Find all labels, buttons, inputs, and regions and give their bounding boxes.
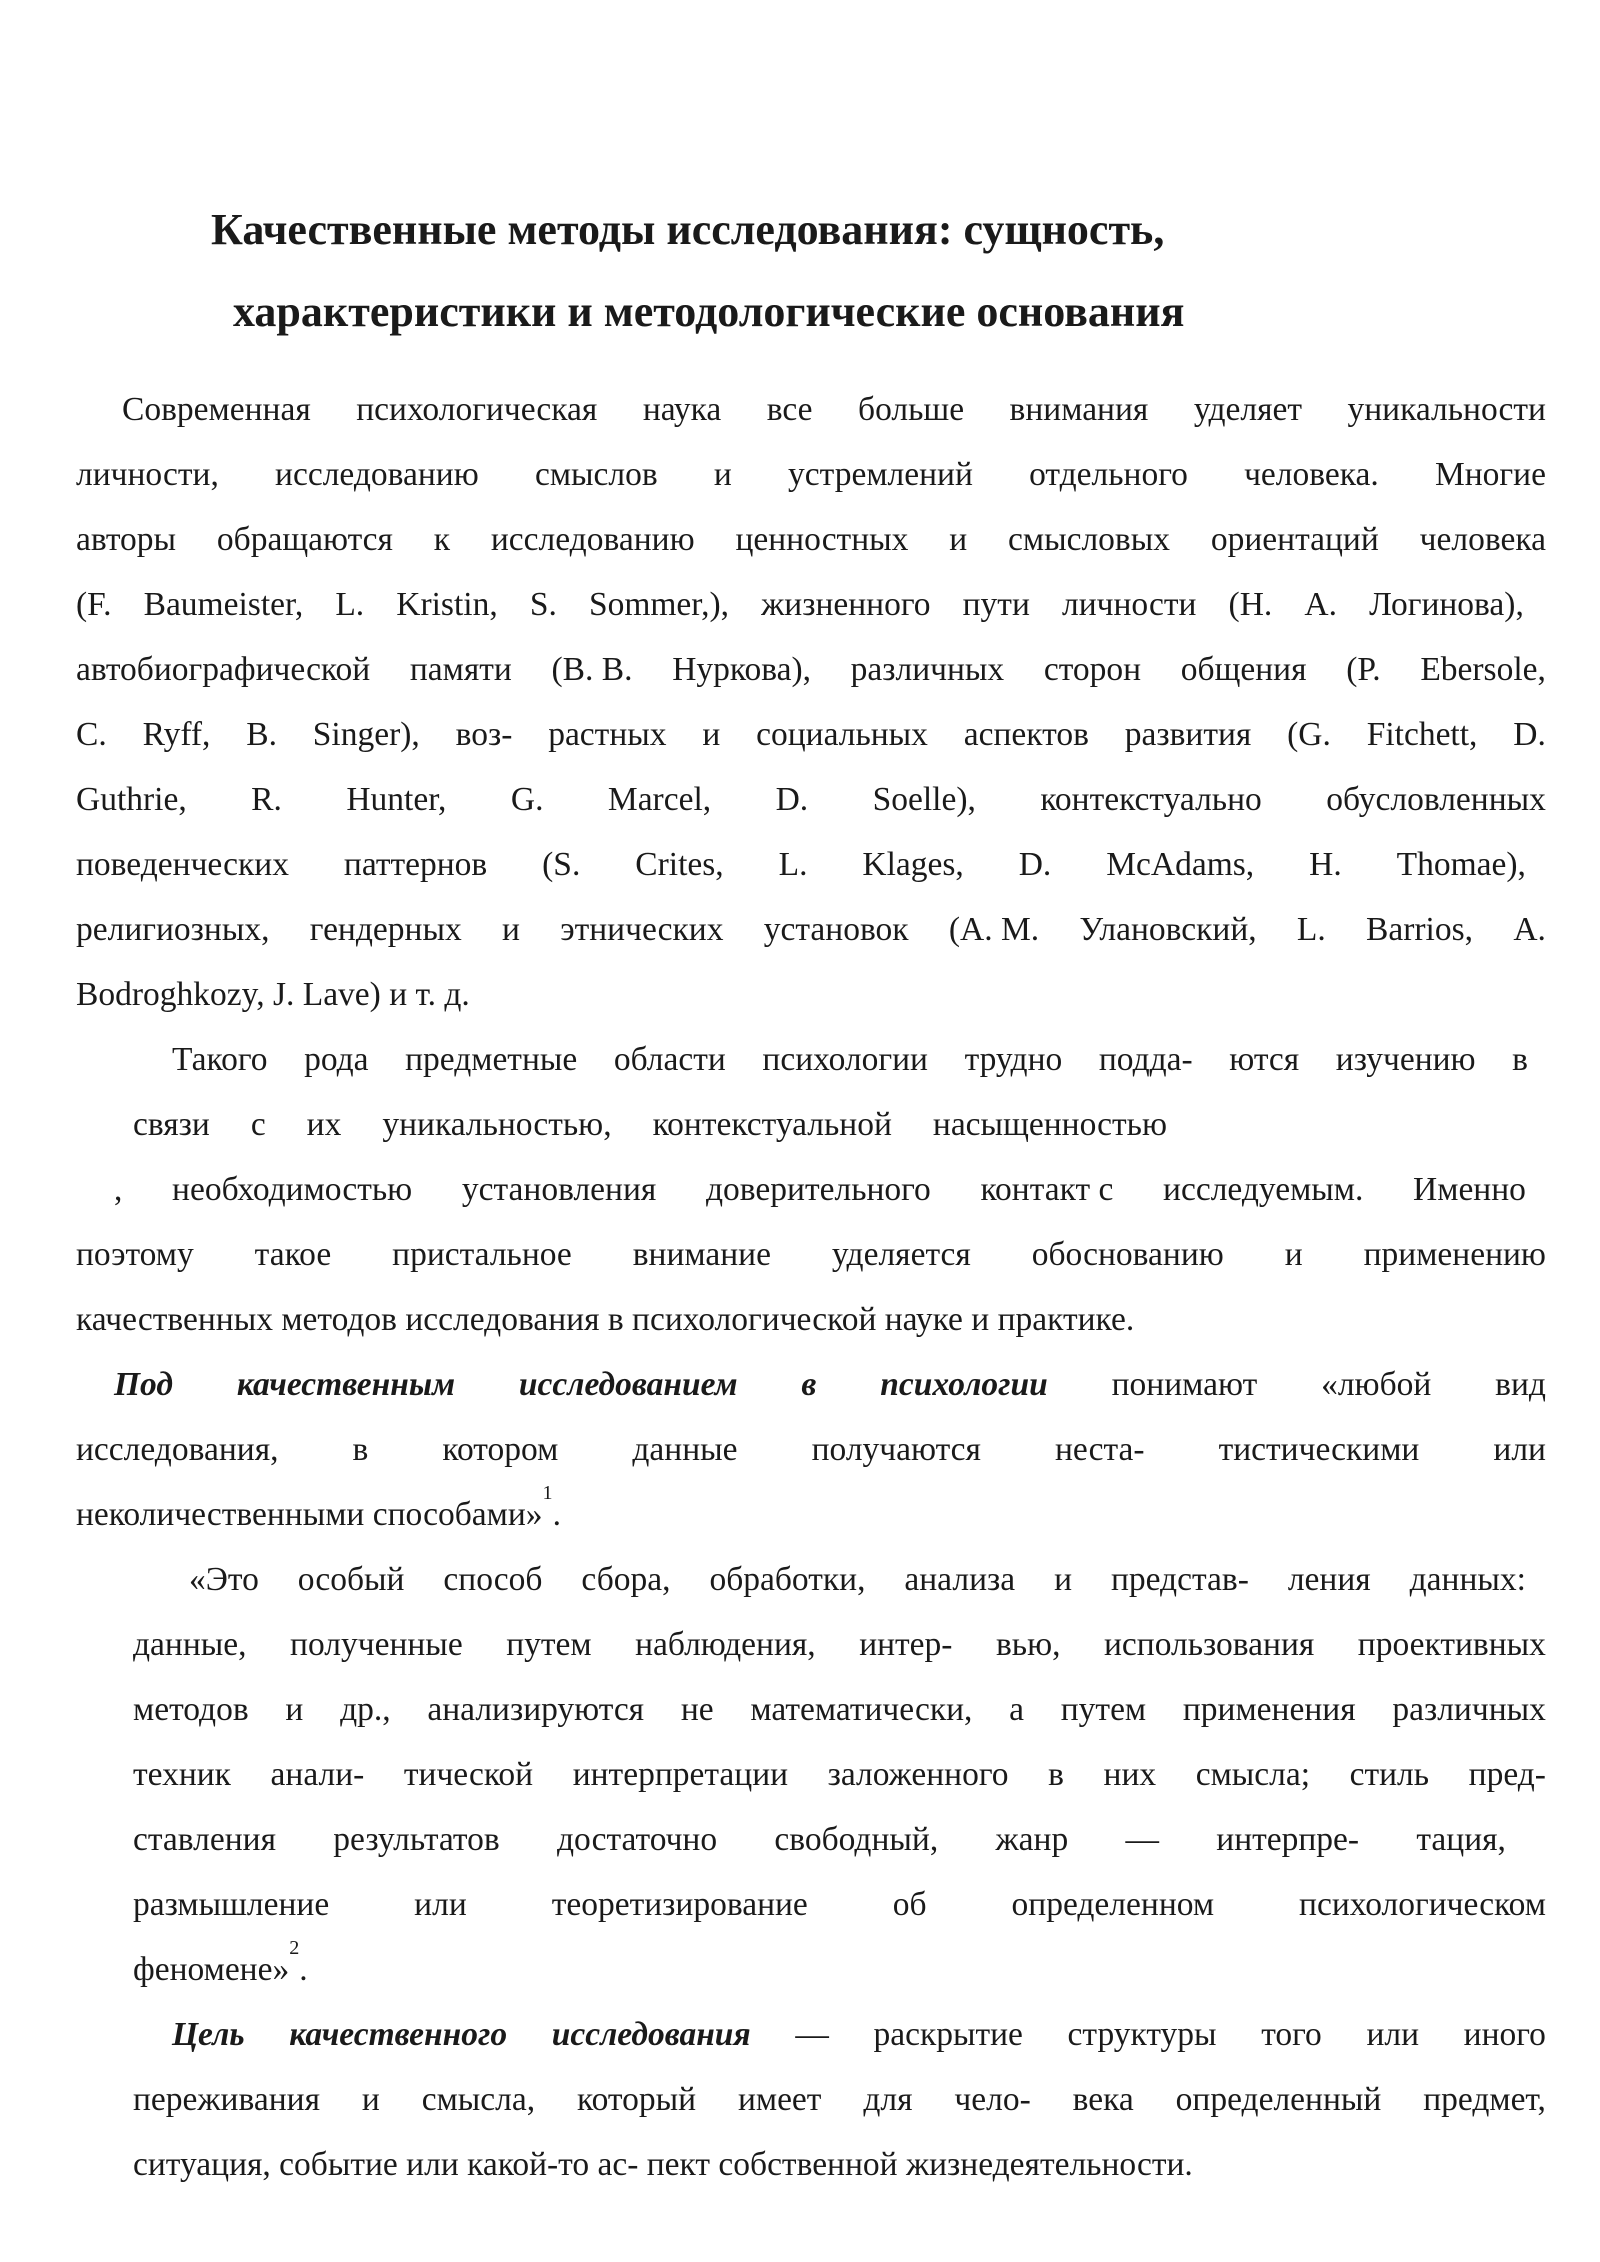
word: Singer),	[312, 716, 420, 753]
word: (S.	[542, 846, 581, 883]
document-title-line-1: Качественные методы исследования: сущность,	[211, 205, 1165, 254]
word: этнических	[560, 911, 724, 948]
word: Thomae),	[1396, 846, 1526, 883]
word: —	[1125, 1821, 1159, 1858]
word: личности,	[76, 456, 219, 493]
word: феномене»	[133, 1951, 290, 1988]
word: свободный,	[774, 1821, 939, 1858]
emphasis-word: психологии	[880, 1366, 1048, 1403]
word: с	[250, 1106, 266, 1143]
word: Ryff,	[142, 716, 211, 753]
word: получаются	[811, 1431, 981, 1468]
word: контакт с	[980, 1171, 1114, 1208]
word: анали-	[270, 1756, 365, 1793]
word: D.	[1513, 716, 1546, 753]
word: тической	[403, 1756, 534, 1793]
word: неколичественными способами»	[76, 1496, 543, 1533]
word: вью,	[995, 1626, 1061, 1663]
word: Klages,	[862, 846, 964, 883]
word: и	[502, 911, 520, 948]
word: Soelle),	[872, 781, 976, 818]
word: установления	[461, 1171, 657, 1208]
word: структуры	[1067, 2016, 1217, 2053]
word: ления	[1287, 1561, 1371, 1598]
word: Crites,	[635, 846, 724, 883]
word: отдельного	[1029, 456, 1188, 493]
text-line	[76, 1233, 1546, 1277]
word: интер-	[859, 1626, 953, 1663]
word: применению	[1363, 1236, 1546, 1273]
word: развития	[1124, 716, 1252, 753]
word: аспектов	[963, 716, 1089, 753]
word: обоснованию	[1031, 1236, 1224, 1273]
word: связи	[133, 1106, 210, 1143]
word: Улановский,	[1079, 911, 1257, 948]
word: автобиографической	[76, 651, 371, 688]
word: все	[766, 391, 813, 428]
word: их	[306, 1106, 342, 1143]
word: способ	[443, 1561, 543, 1598]
word: области	[613, 1041, 726, 1078]
word: смысла;	[1195, 1756, 1311, 1793]
text-line	[114, 1168, 1526, 1212]
word: интерпре-	[1216, 1821, 1360, 1858]
word: такое	[254, 1236, 332, 1273]
text-line	[76, 518, 1546, 562]
word: гендерных	[309, 911, 462, 948]
word: (F.	[76, 586, 112, 623]
word: для	[863, 2081, 913, 2118]
word: памяти	[409, 651, 512, 688]
word: уделяет	[1193, 391, 1303, 428]
word: различных	[850, 651, 1005, 688]
text-line	[133, 1103, 1167, 1147]
text-line	[76, 583, 1524, 627]
word: или	[1366, 2016, 1420, 2053]
word: G.	[510, 781, 544, 818]
text-line	[76, 973, 1546, 1017]
word: исследования,	[76, 1431, 279, 1468]
emphasis-word: в	[801, 1366, 817, 1403]
word: интерпретации	[572, 1756, 789, 1793]
word: наблюдения,	[635, 1626, 816, 1663]
word: Многие	[1434, 456, 1546, 493]
word: того	[1261, 2016, 1322, 2053]
word: сторон	[1043, 651, 1142, 688]
text-line	[76, 648, 1546, 692]
text-line	[133, 1623, 1546, 1667]
word: имеет	[737, 2081, 822, 2118]
word: ориентаций	[1210, 521, 1379, 558]
word: поэтому	[76, 1236, 194, 1273]
word: особый	[297, 1561, 405, 1598]
word: использования	[1103, 1626, 1315, 1663]
word: полученные	[290, 1626, 463, 1663]
word: данные,	[133, 1626, 247, 1663]
word: смыслов	[534, 456, 658, 493]
word: человека	[1419, 521, 1546, 558]
word: доверительного	[706, 1171, 931, 1208]
word: насыщенностью	[932, 1106, 1167, 1143]
text-line	[133, 1818, 1506, 1862]
word: ются	[1229, 1041, 1300, 1078]
word: H.	[1309, 846, 1342, 883]
word: Baumeister,	[143, 586, 304, 623]
word: Современная	[122, 391, 311, 428]
word: уникальностью,	[382, 1106, 612, 1143]
word: и	[949, 521, 968, 558]
word: и	[1284, 1236, 1303, 1273]
word: века	[1072, 2081, 1134, 2118]
text-line	[114, 1363, 1546, 1407]
word: анализа	[904, 1561, 1016, 1598]
word: тация,	[1416, 1821, 1506, 1858]
word: Kristin,	[396, 586, 498, 623]
word: или	[414, 1886, 467, 1923]
word: «любой	[1321, 1366, 1432, 1403]
word: переживания	[133, 2081, 320, 2118]
word: ценностных	[735, 521, 909, 558]
emphasis-word: исследованием	[518, 1366, 738, 1403]
word: психологическом	[1299, 1886, 1546, 1923]
word: психологическая	[356, 391, 598, 428]
footnote-marker: 1	[542, 1482, 553, 1504]
word: (P.	[1346, 651, 1381, 688]
word: человека.	[1244, 456, 1379, 493]
word: D.	[775, 781, 809, 818]
word: в	[352, 1431, 369, 1468]
word: проективных	[1357, 1626, 1546, 1663]
word: математически,	[750, 1691, 973, 1728]
word: психологии	[762, 1041, 928, 1078]
word: устремлений	[788, 456, 973, 493]
text-line	[76, 1298, 1546, 1342]
word: различных	[1392, 1691, 1546, 1728]
word: пути	[962, 586, 1030, 623]
footnote-marker: 2	[289, 1937, 300, 1959]
word: достаточно	[556, 1821, 718, 1858]
word: результатов	[333, 1821, 500, 1858]
word: А.	[1304, 586, 1337, 623]
word: S.	[529, 586, 557, 623]
word: поведенческих	[76, 846, 289, 883]
word: Нуркова),	[672, 651, 811, 688]
word: и	[702, 716, 721, 753]
word: ситуация, событие или какой-то ас- пект собственной жизнедеятельности.	[133, 2146, 1193, 2183]
word: Sommer,),	[588, 586, 730, 623]
word: обращаются	[216, 521, 393, 558]
word: котором	[442, 1431, 559, 1468]
text-line	[76, 843, 1526, 887]
word: (В. В.	[551, 651, 633, 688]
word: Guthrie,	[76, 781, 187, 818]
word: McAdams,	[1106, 846, 1255, 883]
word: определенном	[1011, 1886, 1215, 1923]
word: Marcel,	[607, 781, 712, 818]
word: путем	[1060, 1691, 1147, 1728]
word: необходимостью	[172, 1171, 413, 1208]
word: D.	[1018, 846, 1052, 883]
word: религиозных,	[76, 911, 270, 948]
word: и	[361, 2081, 380, 2118]
word: анализируются	[427, 1691, 645, 1728]
word: путем	[506, 1626, 592, 1663]
word: Barrios,	[1366, 911, 1474, 948]
word: чело-	[954, 2081, 1031, 2118]
word: социальных	[756, 716, 928, 753]
word: заложенного	[827, 1756, 1009, 1793]
word: исследуемым.	[1163, 1171, 1364, 1208]
word: —	[795, 2016, 829, 2053]
text-line	[133, 2143, 1546, 2187]
word: стиль	[1349, 1756, 1430, 1793]
word: а	[1009, 1691, 1025, 1728]
word: качественных методов исследования в психологической науке и практике.	[76, 1301, 1135, 1338]
word: Именно	[1413, 1171, 1526, 1208]
word: Логинова),	[1369, 586, 1524, 623]
word: предмет,	[1423, 2081, 1546, 2118]
word: жизненного	[761, 586, 931, 623]
text-line	[76, 713, 1546, 757]
word: об	[892, 1886, 927, 1923]
text-line	[76, 1482, 1546, 1537]
word: Ebersole,	[1420, 651, 1546, 688]
word: вид	[1495, 1366, 1546, 1403]
word: обработки,	[709, 1561, 866, 1598]
word: в	[1512, 1041, 1528, 1078]
word: установок	[763, 911, 909, 948]
word: смысла,	[421, 2081, 536, 2118]
word: наука	[642, 391, 722, 428]
word: Такого	[172, 1041, 268, 1078]
text-line	[76, 453, 1546, 497]
word: и	[285, 1691, 304, 1728]
word: определенный	[1175, 2081, 1382, 2118]
word: уделяется	[831, 1236, 971, 1273]
word: размышление	[133, 1886, 330, 1923]
word: ,	[114, 1171, 123, 1208]
word: контекстуально	[1040, 781, 1262, 818]
word: C.	[76, 716, 107, 753]
emphasis-word: исследования	[551, 2016, 751, 2053]
text-line	[133, 1688, 1546, 1732]
word: в	[1048, 1756, 1064, 1793]
text-line	[76, 908, 1546, 952]
word: паттернов	[343, 846, 488, 883]
word: тистическими	[1218, 1431, 1420, 1468]
word: Bodroghkozy, J. Lave) и т. д.	[76, 976, 470, 1013]
word: исследованию	[490, 521, 695, 558]
word: и	[713, 456, 732, 493]
word: рода	[304, 1041, 369, 1078]
word: воз-	[455, 716, 513, 753]
word: контекстуальной	[652, 1106, 892, 1143]
text-line	[133, 2078, 1546, 2122]
word: личности	[1061, 586, 1197, 623]
emphasis-word: качественным	[236, 1366, 456, 1403]
document-title-line-2: характеристики и методологические основания	[233, 287, 1185, 336]
word: Fitchett,	[1366, 716, 1478, 753]
word: смысловых	[1008, 521, 1171, 558]
word: L.	[1296, 911, 1326, 948]
word: который	[577, 2081, 697, 2118]
word: R.	[251, 781, 282, 818]
word: изучению	[1335, 1041, 1476, 1078]
emphasis-word: Под	[114, 1366, 173, 1403]
word: обусловленных	[1326, 781, 1546, 818]
text-line	[189, 1558, 1526, 1602]
word: иного	[1463, 2016, 1546, 2053]
word: техник	[133, 1756, 231, 1793]
word: др.,	[340, 1691, 391, 1728]
word: растных	[548, 716, 667, 753]
word: раскрытие	[873, 2016, 1023, 2053]
word: B.	[246, 716, 277, 753]
text-line	[172, 2013, 1546, 2057]
word: исследованию	[275, 456, 479, 493]
word: теоретизирование	[551, 1886, 808, 1923]
word: ставления	[133, 1821, 277, 1858]
word: представ-	[1110, 1561, 1249, 1598]
word: «Это	[189, 1561, 259, 1598]
word: не	[680, 1691, 714, 1728]
word: понимают	[1111, 1366, 1258, 1403]
word: пристальное	[392, 1236, 572, 1273]
emphasis-word: качественного	[289, 2016, 508, 2053]
word: (Н.	[1228, 586, 1273, 623]
word: методов	[133, 1691, 249, 1728]
word: них	[1103, 1756, 1157, 1793]
word: неста-	[1054, 1431, 1145, 1468]
word: подда-	[1098, 1041, 1193, 1078]
word: и	[1054, 1561, 1072, 1598]
text-line	[133, 1753, 1546, 1797]
word: сбора,	[581, 1561, 671, 1598]
text-line	[122, 388, 1546, 432]
word: A.	[1513, 911, 1546, 948]
word: больше	[858, 391, 965, 428]
text-line	[76, 778, 1546, 822]
word: внимания	[1009, 391, 1149, 428]
word: авторы	[76, 521, 177, 558]
word: L.	[778, 846, 808, 883]
word: жанр	[995, 1821, 1069, 1858]
word: трудно	[964, 1041, 1063, 1078]
word: к	[433, 521, 451, 558]
word: .	[299, 1951, 308, 1988]
word: пред-	[1468, 1756, 1546, 1793]
word: уникальности	[1347, 391, 1546, 428]
text-line	[172, 1038, 1528, 1082]
word: данных:	[1409, 1561, 1526, 1598]
word: или	[1493, 1431, 1546, 1468]
word: предметные	[405, 1041, 578, 1078]
word: внимание	[632, 1236, 771, 1273]
word: (G.	[1287, 716, 1331, 753]
word: Hunter,	[346, 781, 447, 818]
text-line	[76, 1428, 1546, 1472]
word: (А. М.	[948, 911, 1040, 948]
word: .	[552, 1496, 561, 1533]
word: L.	[335, 586, 365, 623]
word: общения	[1180, 651, 1307, 688]
word: данные	[632, 1431, 738, 1468]
word: применения	[1182, 1691, 1356, 1728]
text-line	[133, 1937, 1546, 1992]
text-line	[133, 1883, 1546, 1927]
emphasis-word: Цель	[172, 2016, 245, 2053]
